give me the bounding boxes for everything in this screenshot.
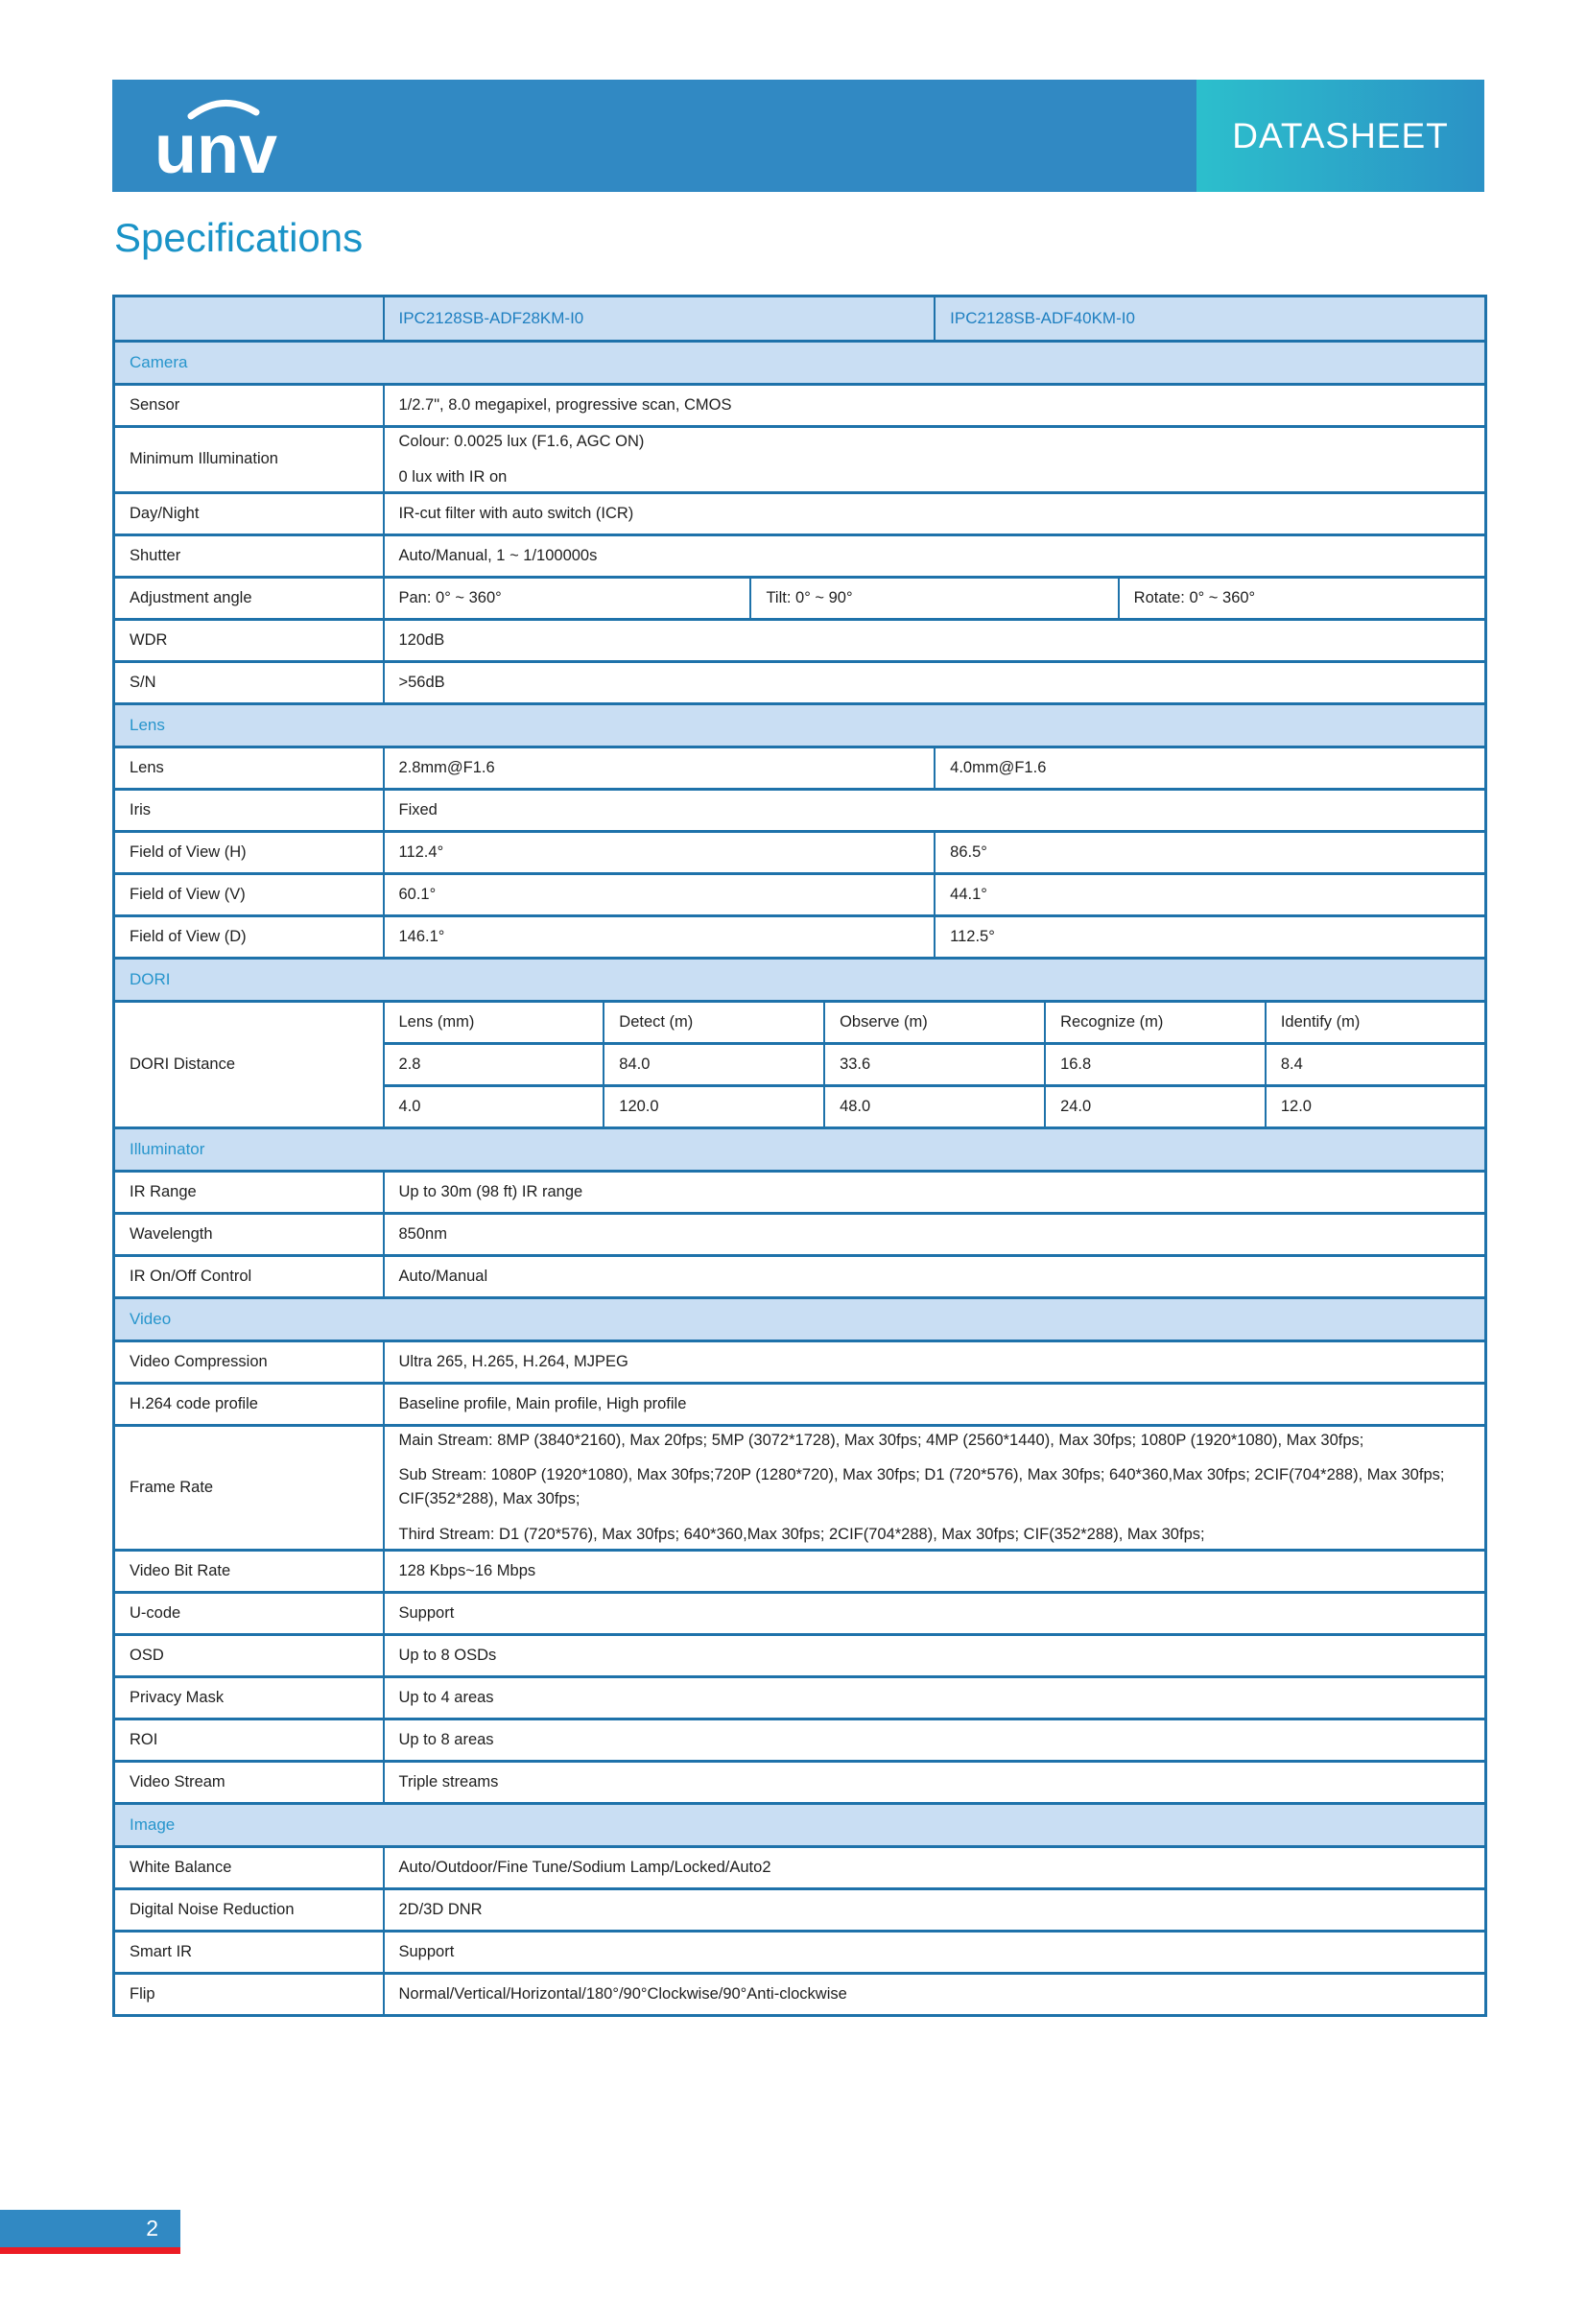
spec-label-cell: Video Compression [114,1340,384,1383]
spec-row [114,1425,1486,1550]
section-header-row [114,342,1486,385]
spec-label-cell: Smart IR [114,1931,384,1973]
spec-label-cell: Shutter [114,534,384,577]
spec-value-cell: Up to 30m (98 ft) IR range [384,1171,1486,1213]
section-header-cell: Lens [114,703,1486,747]
spec-row [114,1931,1486,1973]
spec-value-cell: Triple streams [384,1761,1486,1803]
spec-row [114,1719,1486,1761]
section-header-cell: Image [114,1803,1486,1846]
spec-row [114,1550,1486,1592]
dori-value-cell: 12.0 [1266,1085,1486,1127]
spec-value-cell: 2D/3D DNR [384,1888,1486,1931]
section-header-cell: DORI [114,958,1486,1001]
spec-label-cell: DORI Distance [114,1001,384,1127]
spec-label-cell: Field of View (H) [114,831,384,873]
section-header-row [114,1803,1486,1846]
spec-label-cell: Video Stream [114,1761,384,1803]
spec-row [114,427,1486,493]
spec-value-line: Colour: 0.0025 lux (F1.6, AGC ON) [398,433,645,451]
spec-row [114,1973,1486,2015]
section-header-row [114,1127,1486,1171]
spec-value-line: Third Stream: D1 (720*576), Max 30fps; 640*360,Max 30fps; 2CIF(704*288), Max 30fps; CIF(352*288), Max 30fps; [398,1525,1205,1543]
spec-row [114,1634,1486,1676]
spec-value-cell: 1/2.7", 8.0 megapixel, progressive scan, CMOS [384,385,1486,427]
spec-label-cell: ROI [114,1719,384,1761]
spec-label-cell: IR Range [114,1171,384,1213]
spec-row [114,1383,1486,1425]
spec-value-cell: Support [384,1931,1486,1973]
spec-label-cell: Flip [114,1973,384,2015]
spec-row [114,577,1486,619]
model-header-cell: IPC2128SB-ADF40KM-I0 [935,296,1485,342]
spec-label-cell: Minimum Illumination [114,427,384,493]
spec-label-cell: White Balance [114,1846,384,1888]
spec-label-cell: Wavelength [114,1213,384,1255]
spec-value-cell: Up to 8 areas [384,1719,1486,1761]
section-header-cell: Illuminator [114,1127,1486,1171]
model-header-cell: IPC2128SB-ADF28KM-I0 [384,296,936,342]
spec-label-cell: OSD [114,1634,384,1676]
spec-label-cell: Video Bit Rate [114,1550,384,1592]
dori-header-cell: Identify (m) [1266,1001,1486,1043]
dori-value-cell: 120.0 [604,1085,824,1127]
section-header-row [114,703,1486,747]
dori-header-row [114,1001,1486,1043]
spec-row [114,385,1486,427]
spec-row [114,1676,1486,1719]
spec-row [114,661,1486,703]
spec-value-cell: 4.0mm@F1.6 [935,747,1485,789]
spec-value-cell: 86.5° [935,831,1485,873]
spec-value-cell: Pan: 0° ~ 360° [384,577,751,619]
model-header-empty-cell [114,296,384,342]
dori-value-cell: 2.8 [384,1043,604,1085]
spec-row [114,534,1486,577]
spec-label-cell: Lens [114,747,384,789]
dori-value-cell: 16.8 [1045,1043,1266,1085]
dori-header-cell: Detect (m) [604,1001,824,1043]
section-header-row [114,1297,1486,1340]
spec-row [114,747,1486,789]
spec-label-cell: WDR [114,619,384,661]
spec-label-cell: S/N [114,661,384,703]
spec-row [114,1255,1486,1297]
spec-value-cell: Up to 8 OSDs [384,1634,1486,1676]
spec-row [114,915,1486,958]
spec-label-cell: IR On/Off Control [114,1255,384,1297]
spec-value-cell: 146.1° [384,915,936,958]
spec-value-cell: Rotate: 0° ~ 360° [1119,577,1486,619]
spec-value-cell: 128 Kbps~16 Mbps [384,1550,1486,1592]
datasheet-page-content [112,80,1484,2017]
spec-value-cell: 44.1° [935,873,1485,915]
dori-value-cell: 84.0 [604,1043,824,1085]
spec-value-cell: Fixed [384,789,1486,831]
spec-row [114,1213,1486,1255]
spec-value-cell: 120dB [384,619,1486,661]
spec-row [114,1340,1486,1383]
spec-value-cell: Auto/Outdoor/Fine Tune/Sodium Lamp/Locked/Auto2 [384,1846,1486,1888]
spec-row [114,1888,1486,1931]
dori-value-cell: 24.0 [1045,1085,1266,1127]
spec-label-cell: H.264 code profile [114,1383,384,1425]
dori-value-cell: 4.0 [384,1085,604,1127]
page-number: 2 [146,2216,158,2241]
spec-row [114,1846,1486,1888]
spec-value-line: 0 lux with IR on [398,467,508,486]
datasheet-banner-label: DATASHEET [1232,115,1449,155]
spec-value-cell [384,1425,1486,1550]
spec-row [114,492,1486,534]
dori-header-cell: Lens (mm) [384,1001,604,1043]
spec-label-cell: U-code [114,1592,384,1634]
dori-value-cell: 48.0 [824,1085,1045,1127]
spec-value-cell: Tilt: 0° ~ 90° [750,577,1118,619]
dori-value-cell: 33.6 [824,1043,1045,1085]
spec-row [114,873,1486,915]
spec-value-cell: 112.5° [935,915,1485,958]
spec-row [114,831,1486,873]
spec-label-cell: Field of View (D) [114,915,384,958]
spec-value-cell: Ultra 265, H.265, H.264, MJPEG [384,1340,1486,1383]
spec-label-cell: Iris [114,789,384,831]
dori-header-cell: Recognize (m) [1045,1001,1266,1043]
spec-row [114,1592,1486,1634]
spec-value-line: Main Stream: 8MP (3840*2160), Max 20fps; 5MP (3072*1728), Max 30fps; 4MP (2560*1440), Max 30fps; 1080P (1920*1080), Max 30fps; [398,1431,1364,1449]
dori-value-cell: 8.4 [1266,1043,1486,1085]
spec-value-cell [384,427,1486,493]
footer-page-bar [0,2210,180,2247]
section-header-cell: Video [114,1297,1486,1340]
dori-header-cell: Observe (m) [824,1001,1045,1043]
spec-value-cell: 60.1° [384,873,936,915]
spec-label-cell: Frame Rate [114,1425,384,1550]
spec-value-cell: 112.4° [384,831,936,873]
spec-value-cell: 850nm [384,1213,1486,1255]
unv-logo [112,90,312,181]
specifications-table [112,295,1487,2017]
model-header-row [114,296,1486,342]
spec-row [114,789,1486,831]
spec-value-cell: Auto/Manual, 1 ~ 1/100000s [384,534,1486,577]
spec-value-cell: Baseline profile, Main profile, High profile [384,1383,1486,1425]
spec-label-cell: Field of View (V) [114,873,384,915]
spec-value-cell: Support [384,1592,1486,1634]
spec-label-cell: Day/Night [114,492,384,534]
page-title: Specifications [114,215,364,260]
spec-row [114,619,1486,661]
spec-value-cell: Auto/Manual [384,1255,1486,1297]
unv-logo-text: unv [154,111,278,181]
spec-label-cell: Privacy Mask [114,1676,384,1719]
spec-value-cell: >56dB [384,661,1486,703]
spec-value-line: Sub Stream: 1080P (1920*1080), Max 30fps;720P (1280*720), Max 30fps; D1 (720*576), Max 30fps; 640*360,Max 30fps; 2CIF(704*288), Max 30fps; CIF(352*288), Max 30fps; [398,1466,1445,1508]
footer-red-line [0,2247,180,2254]
spec-label-cell: Digital Noise Reduction [114,1888,384,1931]
spec-label-cell: Adjustment angle [114,577,384,619]
section-header-row [114,958,1486,1001]
spec-value-cell: Up to 4 areas [384,1676,1486,1719]
spec-row [114,1761,1486,1803]
datasheet-banner-tag [1196,80,1484,192]
spec-value-cell: 2.8mm@F1.6 [384,747,936,789]
section-header-cell: Camera [114,342,1486,385]
unv-logo-graphic [149,90,312,181]
spec-value-cell: Normal/Vertical/Horizontal/180°/90°Clockwise/90°Anti-clockwise [384,1973,1486,2015]
spec-label-cell: Sensor [114,385,384,427]
spec-table-body [114,296,1486,2016]
spec-value-cell: IR-cut filter with auto switch (ICR) [384,492,1486,534]
spec-row [114,1171,1486,1213]
header-banner [112,80,1484,192]
